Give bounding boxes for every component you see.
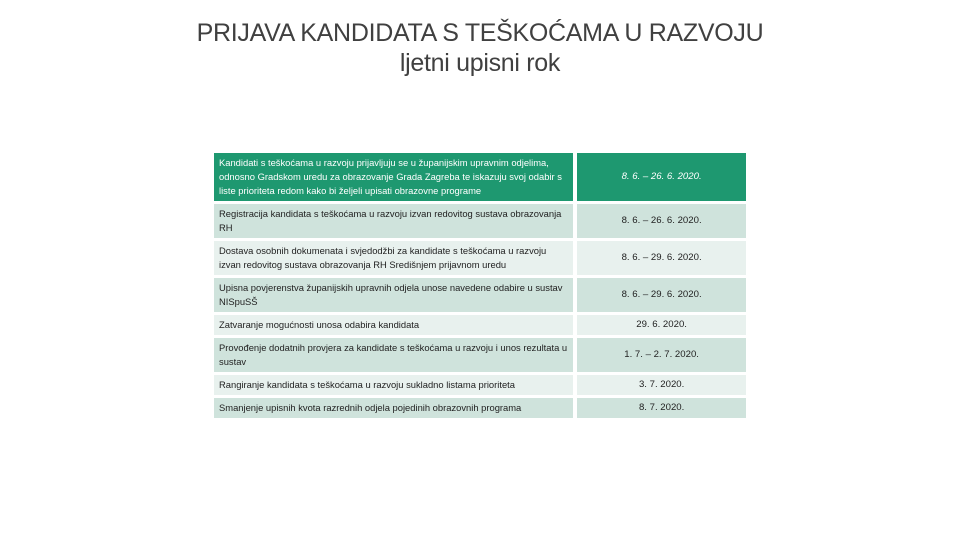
table-row xyxy=(214,398,746,418)
table-row xyxy=(214,204,746,238)
row-description: Dostava osobnih dokumenata i svjedodžbi za kandidate s teškoćama u razvoju izvan redovitog sustava obrazovanja RH Središnjem prijavnom uredu xyxy=(214,241,573,275)
row-date: 8. 6. – 26. 6. 2020. xyxy=(577,204,746,238)
row-date: 8. 6. – 29. 6. 2020. xyxy=(577,241,746,275)
row-date: 8. 6. – 29. 6. 2020. xyxy=(577,278,746,312)
table-row xyxy=(214,338,746,372)
row-description: Kandidati s teškoćama u razvoju prijavljuju se u županijskim upravnim odjelima, odnosno Gradskom uredu za obrazovanje Grada Zagreba te iskazuju svoj odabir s liste prioriteta redom kako bi željeli upisati obrazovne programe xyxy=(214,153,573,201)
row-date: 8. 6. – 26. 6. 2020. xyxy=(577,153,746,201)
title-subtitle: ljetni upisni rok xyxy=(399,49,561,77)
table-row xyxy=(214,241,746,275)
row-description: Zatvaranje mogućnosti unosa odabira kandidata xyxy=(214,315,573,335)
row-date: 8. 7. 2020. xyxy=(577,398,746,418)
row-description: Provođenje dodatnih provjera za kandidate s teškoćama u razvoju i unos rezultata u sustav xyxy=(214,338,573,372)
row-description: Upisna povjerenstva županijskih upravnih odjela unose navedene odabire u sustav NISpuSŠ xyxy=(214,278,573,312)
slide-title xyxy=(0,18,960,78)
table-row xyxy=(214,375,746,395)
row-date: 3. 7. 2020. xyxy=(577,375,746,395)
row-description: Rangiranje kandidata s teškoćama u razvoju sukladno listama prioriteta xyxy=(214,375,573,395)
row-date: 29. 6. 2020. xyxy=(577,315,746,335)
table-row xyxy=(214,315,746,335)
row-description: Smanjenje upisnih kvota razrednih odjela pojedinih obrazovnih programa xyxy=(214,398,573,418)
row-date: 1. 7. – 2. 7. 2020. xyxy=(577,338,746,372)
row-description: Registracija kandidata s teškoćama u razvoju izvan redovitog sustava obrazovanja RH xyxy=(214,204,573,238)
table-row xyxy=(214,153,746,201)
schedule-table xyxy=(214,150,746,421)
table-row xyxy=(214,278,746,312)
title-main: PRIJAVA KANDIDATA S TEŠKOĆAMA U RAZVOJU xyxy=(196,19,764,47)
